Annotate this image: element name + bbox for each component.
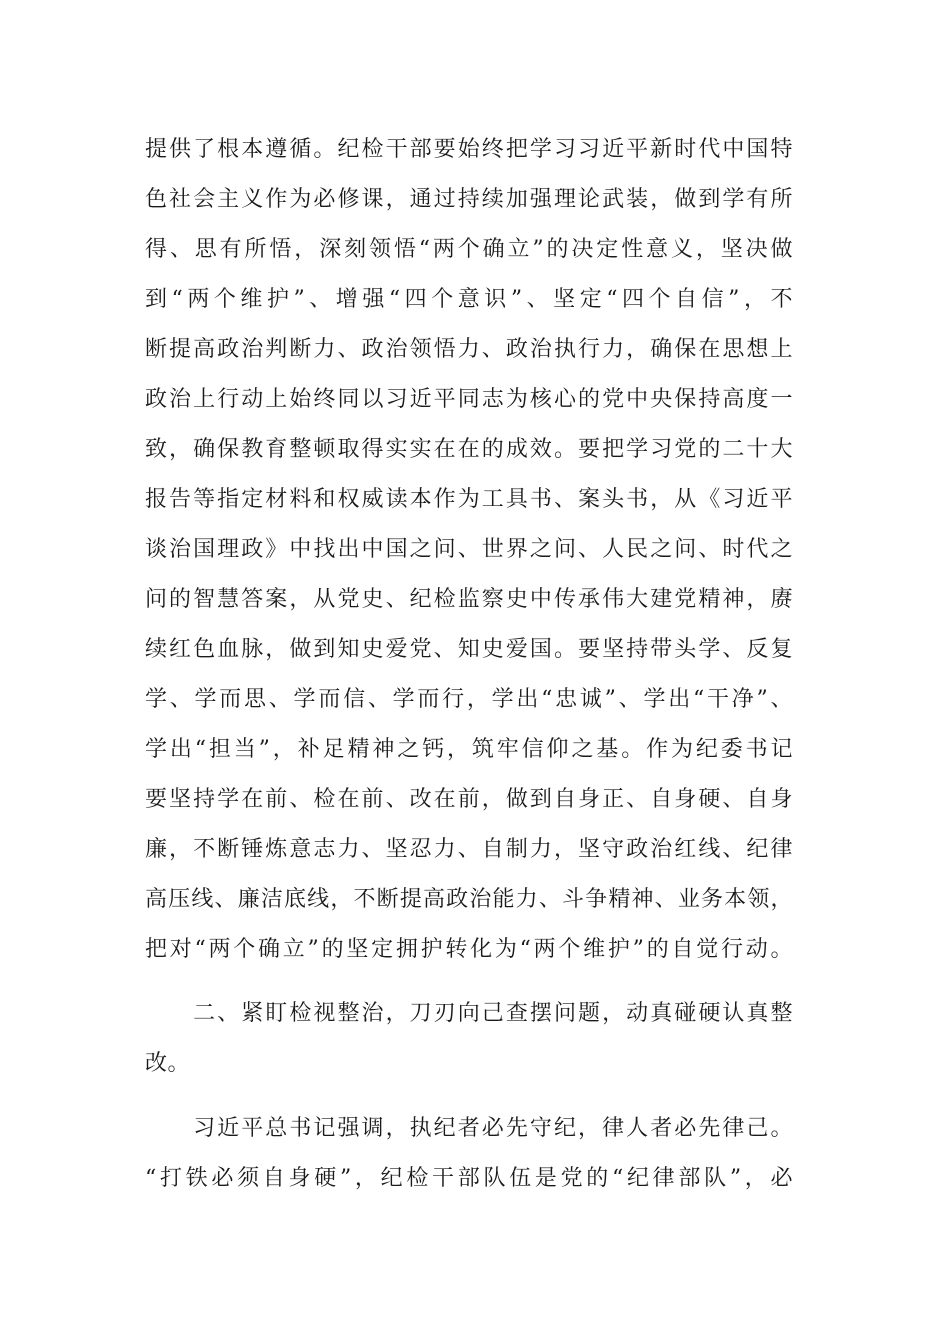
text-line: 廉，不断锤炼意志力、坚忍力、自制力，坚守政治红线、纪律 — [145, 837, 793, 862]
text-line: 把对“两个确立”的坚定拥护转化为“两个维护”的自觉行动。 — [145, 937, 793, 962]
text-line: 到“两个维护”、增强“四个意识”、坚定“四个自信”，不 — [145, 287, 793, 312]
text-line: 学出“担当”，补足精神之钙，筑牢信仰之基。作为纪委书记 — [145, 737, 793, 762]
text-line: 得、思有所悟，深刻领悟“两个确立”的决定性意义，坚决做 — [145, 237, 793, 262]
text-line: 色社会主义作为必修课，通过持续加强理论武装，做到学有所 — [145, 187, 793, 212]
text-line: 学、学而思、学而信、学而行，学出“忠诚”、学出“干净”、 — [145, 687, 793, 712]
text-line: 习近平总书记强调，执纪者必先守纪，律人者必先律己。 — [145, 1116, 793, 1141]
text-line: 提供了根本遵循。纪检干部要始终把学习习近平新时代中国特 — [145, 137, 793, 162]
section-heading-line: 改。 — [145, 1051, 191, 1076]
text-line: 问的智慧答案，从党史、纪检监察史中传承伟大建党精神，赓 — [145, 587, 793, 612]
text-line: 续红色血脉，做到知史爱党、知史爱国。要坚持带头学、反复 — [145, 637, 793, 662]
text-line: 谈治国理政》中找出中国之问、世界之问、人民之问、时代之 — [145, 537, 793, 562]
text-line: 政治上行动上始终同以习近平同志为核心的党中央保持高度一 — [145, 387, 793, 412]
text-line: 报告等指定材料和权威读本作为工具书、案头书，从《习近平 — [145, 487, 793, 512]
text-line: 高压线、廉洁底线，不断提高政治能力、斗争精神、业务本领， — [145, 887, 793, 912]
text-line: 要坚持学在前、检在前、改在前，做到自身正、自身硬、自身 — [145, 787, 793, 812]
section-heading-line: 二、紧盯检视整治，刀刃向己查摆问题，动真碰硬认真整 — [145, 1001, 793, 1026]
text-line: 断提高政治判断力、政治领悟力、政治执行力，确保在思想上 — [145, 337, 793, 362]
text-line: 致，确保教育整顿取得实实在在的成效。要把学习党的二十大 — [145, 437, 793, 462]
text-line: “打铁必须自身硬”，纪检干部队伍是党的“纪律部队”，必 — [145, 1166, 793, 1191]
